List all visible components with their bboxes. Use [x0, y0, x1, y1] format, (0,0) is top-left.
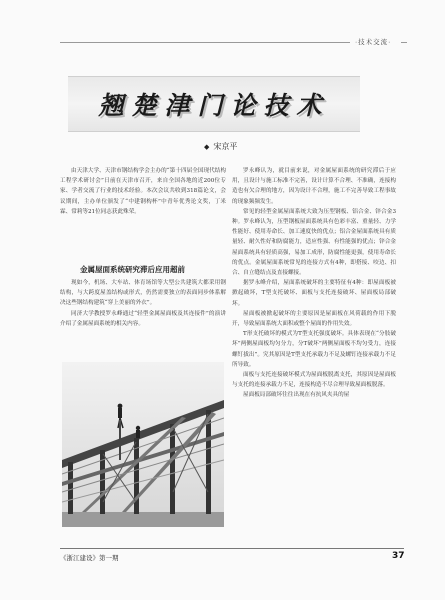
header-rule — [60, 42, 350, 43]
paragraph: T形支托破坏的模式为T型支托强度破坏。具体表现在“分肢破坏”两侧屋面板均匀分力，分T破坏”两侧屋面板不均匀受力，连接螺钉拔出”。究其原因是T型支托承载力不足及螺钉连接承载力不足所导致。 — [232, 331, 396, 368]
page-number: 37 — [392, 551, 405, 561]
header-rule-end — [401, 42, 407, 43]
right-column — [232, 166, 396, 401]
publication-name: 《浙江建设》第一期 — [60, 554, 119, 562]
author-line — [204, 141, 237, 152]
paragraph: 面板与支托连接破坏模式为屋面板脱离支托，其原因是屋面板与支托的连接承载力不足，连接构造不尽合理导致屋面板脱落。 — [232, 372, 396, 389]
paragraph: 现如今，机场、大车站、体育场馆等大型公共建筑大都采用钢结构，与大跨度屋盖结构或形式，仍然需要独立的表面同步体系解决这些钢结构建筑“穿上美丽的外衣”。 — [60, 280, 226, 307]
paragraph: 据罗永峰介绍，屋面系统破坏的主要特征有4种：即屋面板被掀起破坏，T型支托破坏、面板与支托连接破坏、屋面板局部破坏。 — [232, 280, 396, 307]
diamond-bullet-icon: ◆ — [204, 143, 210, 151]
section-tag: ·技术交流· — [355, 39, 392, 46]
paragraph: 由天津大学、天津市钢结构学会主办的“第十四届全国现代结构工程学术研讨会”日前在天津市召开，来自全国各地的近200位专家、学者交流了行业的技术经验。本次会议共收到318篇论文，会议期间，主办单位颁发了“中建钢构杯”中青年优秀论文奖，丁米霖、常莉等21位同志获此殊荣。 — [60, 168, 226, 215]
construction-photo — [62, 362, 224, 527]
paragraph: 常见的轻型金属屋面系统大致为压型钢板、铝合金、锌合金3种。罗永峰认为，压型钢板屋面系统具有色彩丰富、重量轻、力学性能好、使用寿命长、加工速度快的优点；铝合金屋面系统具有质量轻、耐久性好和防腐能力，适应性强、有性能强的优点；锌合金屋面系统具有轻质高强，易加工成形，防腐性能更强，使用寿命长的优点。金属屋面系统常见的连接方式有4种，即搭接、咬边、扣合、自立缝结点及直接螺接。 — [232, 208, 396, 277]
left-column-body — [60, 278, 226, 329]
paragraph: 屋面板被掀起破坏的主要原因是屋面板在风荷载的作用下脱开，导致屋面系统大面积或整个屋面的作用失效。 — [232, 310, 396, 328]
paragraph: 屋面板局部破坏往往出现在有抗风夹具的屋 — [243, 392, 350, 399]
paragraph: 同济大学教授罗永峰通过“轻型金属屋面板及其连接件”的演讲介绍了金属屋面系统的相关内容。 — [60, 310, 226, 327]
author-name: 宋京平 — [213, 142, 238, 151]
paragraph: 罗永峰认为，就目前来说，对金属屋面系统的研究滞后于应用，且设计与施工标准不完善，设计计算不合理、不准确，连接构造也有欠合理的地方，因为设计不合理，施工不完善导致工程事故的现象频频发生。 — [232, 168, 396, 205]
steel-frame-image — [62, 362, 224, 527]
left-column-intro — [60, 166, 226, 217]
title-banner — [68, 76, 360, 132]
section-subheading: 金属屋面系统研究滞后应用超前 — [80, 265, 185, 274]
footer-rule — [60, 548, 404, 549]
article-title: 翘楚津门论技术 — [98, 91, 330, 120]
